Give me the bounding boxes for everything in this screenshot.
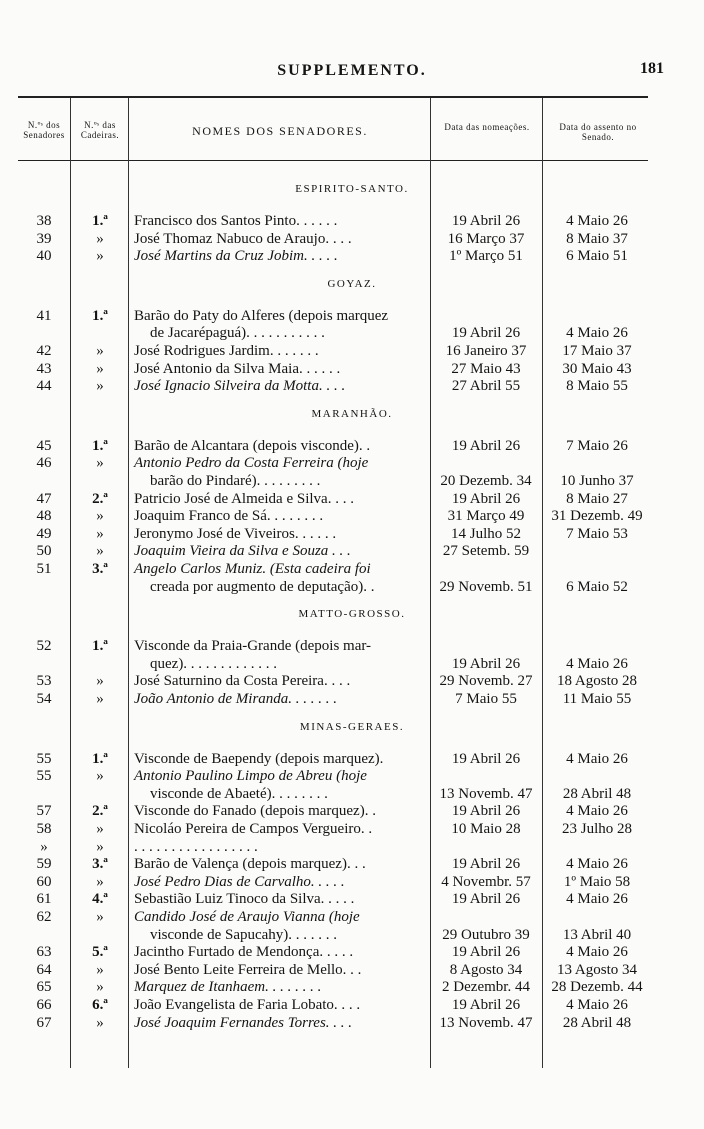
senator-name-continued: quez). . . . . . . . . . . . . [150,655,278,672]
province-heading: MINAS-GERAES. [299,720,405,733]
nomination-date: 19 Abril 26 [451,997,521,1013]
chair-number: » [96,838,104,855]
senator-number: 57 [36,803,52,820]
senator-name: Nicoláo Pereira de Campos Vergueiro. . [134,821,373,837]
chair-number: 4.ª [92,891,108,908]
seat-date: 8 Maio 37 [566,230,628,247]
senator-number: 43 [36,360,52,377]
chair-number: » [96,821,104,837]
col-header-senator-no: N.ºˢ dos Senadores [23,120,65,140]
nomination-date: 4 Novembr. 57 [441,873,531,890]
senator-name-continued: visconde de Sapucahy). . . . . . . [150,926,338,943]
senator-number: 46 [36,455,52,472]
senator-name: Barão do Paty do Alferes (depois marquez [134,307,389,324]
senator-number: 55 [36,768,52,785]
col-header-nomination-date: Data das nomeações. [444,122,530,132]
nomination-date: 10 Maio 28 [451,821,521,837]
senator-name: Patricio José de Almeida e Silva. . . . [134,490,354,507]
chair-number: » [96,979,104,996]
province-heading: MARANHÃO. [311,407,393,420]
seat-date: 6 Maio 51 [566,248,628,265]
senator-number: 42 [36,343,52,359]
senator-number: 49 [36,525,52,542]
chair-number: 6.ª [92,997,108,1013]
chair-number: 3.ª [92,561,108,577]
senator-number: 47 [36,490,52,507]
senator-name: Jacintho Furtado de Mendonça. . . . . [134,944,354,961]
nomination-date: 8 Agosto 34 [449,961,523,978]
nomination-date: 20 Dezemb. 34 [440,473,532,489]
nomination-date: 19 Abril 26 [451,655,521,672]
nomination-date: 19 Abril 26 [451,437,521,454]
senator-name: Visconde de Baependy (depois marquez). [134,750,384,767]
senator-number: 63 [36,944,52,961]
senator-number: 62 [36,909,52,925]
seat-date: 4 Maio 26 [566,325,628,342]
senator-name: . . . . . . . . . . . . . . . . . [134,838,258,855]
nomination-date: 2 Dezembr. 44 [442,979,530,996]
chair-number: 2.ª [92,490,108,507]
senator-name: Marquez de Itanhaem. . . . . . . . [134,979,322,996]
seat-date: 23 Julho 28 [561,821,632,837]
senator-name: Barão de Valença (depois marquez). . . [134,856,366,873]
senator-name: José Thomaz Nabuco de Araujo. . . . [134,230,352,247]
chair-number: » [96,248,104,265]
header-rule-top [18,96,648,98]
senator-number: 65 [36,979,52,996]
seat-date: 18 Agosto 28 [556,673,637,690]
nomination-date: 29 Outubro 39 [442,926,530,943]
senator-number: 59 [36,856,52,873]
senator-number: 66 [36,997,52,1013]
chair-number: » [96,673,104,690]
senator-name: Antonio Paulino Limpo de Abreu (hoje [134,768,367,785]
nomination-date: 27 Setemb. 59 [442,543,530,560]
seat-date: 4 Maio 26 [566,655,628,672]
seat-date: 7 Maio 53 [566,525,628,542]
senator-number: 51 [36,561,52,577]
chair-number: » [96,455,104,472]
chair-number: 1.ª [92,638,108,655]
chair-number: » [96,1014,104,1031]
seat-date: 4 Maio 26 [566,891,628,908]
chair-number: » [96,378,104,395]
chair-number: » [96,230,104,247]
chair-number: » [96,909,104,925]
senator-name: Joaquim Vieira da Silva e Souza . . . [134,543,351,560]
nomination-date: 29 Novemb. 27 [439,673,533,690]
province-heading: MATTO-GROSSO. [298,608,406,621]
senator-name: José Bento Leite Ferreira de Mello. . . [134,961,362,978]
column-divider [70,98,71,1068]
chair-number: » [96,508,104,525]
seat-date: 8 Maio 55 [566,378,628,395]
nomination-date: 19 Abril 26 [451,891,521,908]
chair-number: 1.ª [92,750,108,767]
seat-date: 1º Maio 58 [563,873,631,890]
senator-name: Barão de Alcantara (depois visconde). . [134,437,371,454]
col-header-seat-date: Data do assento no Senado. [559,122,637,142]
nomination-date: 13 Novemb. 47 [439,1014,533,1031]
senator-name: José Antonio da Silva Maia. . . . . . [134,360,341,377]
header-rule-bottom [18,160,648,161]
senator-name: Francisco dos Santos Pinto. . . . . . [134,213,338,229]
senator-name: Angelo Carlos Muniz. (Esta cadeira foi [134,561,371,577]
senator-name: Jeronymo José de Viveiros. . . . . . [134,525,337,542]
nomination-date: 27 Maio 43 [451,360,521,377]
senator-name: Joaquim Franco de Sá. . . . . . . . [134,508,324,525]
chair-number: » [96,343,104,359]
col-header-names: NOMES DOS SENADORES. [192,124,368,138]
seat-date: 28 Dezemb. 44 [551,979,643,996]
nomination-date: 19 Abril 26 [451,213,521,229]
senator-number: 61 [36,891,52,908]
nomination-date: 16 Março 37 [447,230,525,247]
nomination-date: 19 Abril 26 [451,750,521,767]
seat-date: 28 Abril 48 [562,785,632,802]
seat-date: 4 Maio 26 [566,213,628,229]
seat-date: 4 Maio 26 [566,997,628,1013]
senator-number: 67 [36,1014,52,1031]
page-number: 181 [640,60,664,77]
page-title: SUPPLEMENTO. [277,62,427,79]
col-header-chair-no: N.ºˢ das Cadeiras. [80,120,120,140]
chair-number: 1.ª [92,213,108,229]
senator-number: 53 [36,673,52,690]
seat-date: 6 Maio 52 [566,578,628,595]
senator-name: João Evangelista de Faria Lobato. . . . [134,997,361,1013]
senator-number: 54 [36,691,52,707]
senator-name: José Ignacio Silveira da Motta. . . . [134,378,346,395]
nomination-date: 31 Março 49 [447,508,525,525]
chair-number: 2.ª [92,803,108,820]
seat-date: 10 Junho 37 [560,473,634,489]
senator-name-continued: creada por augmento de deputação). . [150,578,375,595]
province-heading: GOYAZ. [327,277,377,290]
province-heading: ESPIRITO-SANTO. [295,183,409,195]
senator-name-continued: de Jacarépaguá). . . . . . . . . . . [150,325,325,342]
senator-name: Sebastião Luiz Tinoco da Silva. . . . . [134,891,355,908]
chair-number: » [96,873,104,890]
senator-name: José Rodrigues Jardim. . . . . . . [134,343,319,359]
column-divider [128,98,129,1068]
seat-date: 4 Maio 26 [566,856,628,873]
seat-date: 4 Maio 26 [566,750,628,767]
senator-name: Antonio Pedro da Costa Ferreira (hoje [134,455,369,472]
senator-number: 50 [36,543,52,560]
seat-date: 8 Maio 27 [566,490,628,507]
senator-name: José Joaquim Fernandes Torres. . . . [134,1014,353,1031]
nomination-date: 1º Março 51 [449,248,523,265]
nomination-date: 7 Maio 55 [455,691,517,707]
senator-number: 45 [36,437,52,454]
seat-date: 17 Maio 37 [562,343,632,359]
senator-number: 38 [36,213,52,229]
senator-name: José Martins da Cruz Jobim. . . . . [134,248,338,265]
nomination-date: 19 Abril 26 [451,325,521,342]
senator-number: 58 [36,821,52,837]
seat-date: 11 Maio 55 [562,691,632,707]
nomination-date: 27 Abril 55 [451,378,521,395]
seat-date: 13 Abril 40 [562,926,632,943]
senator-number: 40 [36,248,52,265]
senator-number: 41 [36,307,52,324]
senator-number: 60 [36,873,52,890]
nomination-date: 13 Novemb. 47 [439,785,533,802]
seat-date: 7 Maio 26 [566,437,628,454]
senator-name-continued: barão do Pindaré). . . . . . . . . [150,473,321,489]
chair-number: » [96,543,104,560]
senator-number: 39 [36,230,52,247]
nomination-date: 16 Janeiro 37 [445,343,527,359]
seat-date: 28 Abril 48 [562,1014,632,1031]
senator-name: João Antonio de Miranda. . . . . . . [134,691,338,707]
seat-date: 13 Agosto 34 [556,961,637,978]
nomination-date: 19 Abril 26 [451,944,521,961]
senator-name: Visconde da Praia-Grande (depois mar- [134,638,372,655]
nomination-date: 19 Abril 26 [451,856,521,873]
chair-number: » [96,691,104,707]
senator-name-continued: visconde de Abaeté). . . . . . . . [150,785,328,802]
nomination-date: 19 Abril 26 [451,490,521,507]
seat-date: 4 Maio 26 [566,803,628,820]
senator-number: 48 [36,508,52,525]
chair-number: » [96,961,104,978]
chair-number: » [96,360,104,377]
seat-date: 31 Dezemb. 49 [551,508,643,525]
chair-number: 3.ª [92,856,108,873]
senator-number: 44 [36,378,52,395]
senator-name: José Saturnino da Costa Pereira. . . . [134,673,351,690]
seat-date: 30 Maio 43 [562,360,632,377]
senator-number: » [40,838,48,855]
chair-number: » [96,768,104,785]
senator-number: 64 [36,961,52,978]
chair-number: » [96,525,104,542]
nomination-date: 14 Julho 52 [450,525,521,542]
nomination-date: 29 Novemb. 51 [439,578,533,595]
senator-name: José Pedro Dias de Carvalho. . . . . [134,873,345,890]
senator-number: 52 [36,638,52,655]
seat-date: 4 Maio 26 [566,944,628,961]
chair-number: 1.ª [92,307,108,324]
chair-number: 1.ª [92,437,108,454]
senator-name: Visconde do Fanado (depois marquez). . [134,803,376,820]
chair-number: 5.ª [92,944,108,961]
nomination-date: 19 Abril 26 [451,803,521,820]
senator-number: 55 [36,750,52,767]
senator-name: Candido José de Araujo Vianna (hoje [134,909,360,925]
